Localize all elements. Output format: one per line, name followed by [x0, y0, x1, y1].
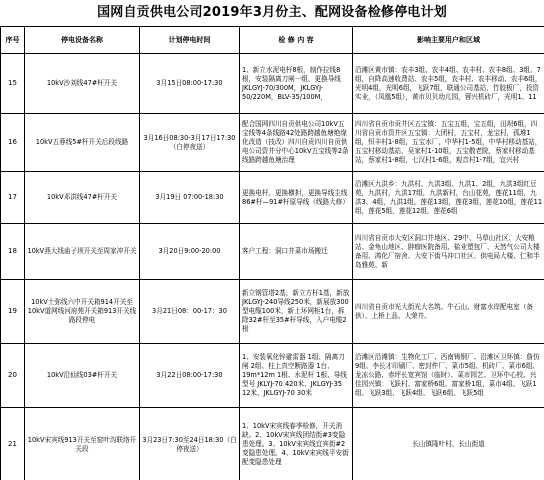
cell-area: 四川省自贡市光大街光大名筑、牛石山、财富水岸配电室（备供）、上桥上品、大荣井。: [353, 280, 544, 344]
cell-time: 3月20日9:00-20:00: [140, 224, 240, 280]
cell-area: 沿滩区黄市镇：农丰3组、农丰4组、农丰村、农丰8组、3组、7组，自降高速收费站、农丰5组，农丰村、农丰移动、农丰6组，光明4组，光明6组，飞跃7组，联通公司基站，竹胶板厂，投资实业，（凤凰5组），黄市贝贝幼儿园，蓉兴机砖厂，光明1、11: [353, 54, 544, 114]
header-seq: 序号: [1, 27, 25, 54]
table-row: [1, 54, 544, 114]
cell-equipment: 10kV沿仙线03#杆开关: [25, 344, 140, 408]
cell-area: 四川省自贡市大安区洞口井地区、29中、马草山社区、大安粮站、金龟山地区、肿瘤医院备用、盐业塑包厂、天然气公司大楼备用、鸿化厂宿舍、大安下街马冲口社区、供电局大楼、仁和半岛雅苑、新: [353, 224, 544, 280]
table-row: [1, 344, 544, 408]
cell-content: 1、新立水泥电杆8根，制作拉线8根，安装隔离刀闸一组，更换导线JKLGYJ-70/300M，JKLGYJ-50/220M，BLV-35/100M，: [240, 54, 353, 114]
cell-equipment: 10kV燕大线庙子坝开关至周家冲开关: [25, 224, 140, 280]
cell-seq: 20: [1, 344, 25, 408]
header-time: 计划停电时间: [140, 27, 240, 54]
cell-content: 更换电杆、更换横担，更换导线主线86#杆—91#杆原导线（线路大修）: [240, 172, 353, 224]
cell-seq: 16: [1, 114, 25, 172]
cell-time: 3月22日08:00-17:30: [140, 344, 240, 408]
cell-area: 四川省自贡市贡井区五宝镇：五宝五组，宝五组，田坝6组，四川省自贡市资井区五宝镇：大团村，五宝村，龙宝村，孤堆1组，恒丰村1-8组，五宝水厂，中华村1-5组，中华村移动基站，五宝村移动基站，吴家村1-10组，五宝敬老院，蔡家村移动基站，蔡家村1-8组，七汉村1-6组，观音村1-7组，宜兴村: [353, 114, 544, 172]
header-equipment: 停电设备名称: [25, 27, 140, 54]
cell-seq: 15: [1, 54, 25, 114]
cell-seq: 17: [1, 172, 25, 224]
cell-content: 新立钢管塔2基，新立方杆1基，新放JKLGYJ-240导线250米，新展放300型电缆100米，新上环网柜1台，拆除32#杆至35#杆导线，入户电缆2根: [240, 280, 353, 344]
table-header-row: [1, 27, 544, 54]
cell-equipment: 10kV邓洪线47#杆开关: [25, 172, 140, 224]
cell-seq: 18: [1, 224, 25, 280]
header-area: 影响主要用户和区域: [353, 27, 544, 54]
cell-content: 1、10kV宋宾线春季检修，开关消缺。2、10kV宋宾线团结街#3变隐患处理。3、10kV宋宾线宜宾街#2变隐患处理。4、10kV宋宾线平安街配变隐患处理: [240, 408, 353, 480]
table-row: [1, 280, 544, 344]
table-row: [1, 114, 544, 172]
table-row: [1, 224, 544, 280]
cell-area: 长山镇隆叶村、长山街道: [353, 408, 544, 480]
cell-time: 3月19日 07:00-18:30: [140, 172, 240, 224]
cell-equipment: 10kV土弥线六中开关箱914开关至10kV道网线河府苑开关箱913开关线路段停电: [25, 280, 140, 344]
cell-content: 客户工程：洞口井菜市场搬迁: [240, 224, 353, 280]
table-row: [1, 408, 544, 480]
cell-equipment: 10kV五蓉线5#杆开关后段线路: [25, 114, 140, 172]
outage-schedule-table: [0, 26, 544, 480]
cell-time: 3月16日08:30-3月17日17:30（白停夜送）: [140, 114, 240, 172]
table-row: [1, 172, 544, 224]
cell-seq: 21: [1, 408, 25, 480]
cell-time: 3月21日08：00-17：30: [140, 280, 240, 344]
header-content: 检 修 内 容: [240, 27, 353, 54]
cell-time: 3月15日08:00-17:30: [140, 54, 240, 114]
cell-equipment: 10kV宋宾线913开关至窑叶沟联络开关段: [25, 408, 140, 480]
cell-content: 配合国网四川自贡供电公司10kV五宝线等4条线路42处路跨越鱼塘绝缘化改造（技改）四川自贡四川自贡供电公司资井分中心10kV五宝线等2条线路跨越鱼塘治理: [240, 114, 353, 172]
cell-area: 沿滩区沿滩镇：生物化工厂、西南铸钢厂、沿滩区卫环镇：詹仿9组、李长才印刷厂、密封件厂、菜市5组、机砖厂、菜市6组、龙冻公路、赤坪长宽宾馆（临时）、菜市园艺、卫环中心校、兴佳园兴镇：飞跃村、富家桥6组、富家桥1组、菜市4组、飞跃1组、飞跃3组、飞跃4组、飞跃6组、飞跃5组: [353, 344, 544, 408]
document-title: 国网自贡供电公司2019年3月份主、配网设备检修停电计划: [97, 5, 447, 20]
cell-equipment: 10kV沙刘线47#杆开关: [25, 54, 140, 114]
cell-area: 沿滩区九洪乡：九洪村、九洪3组、九洪1、2组，九洪3组红豆苑，九洪村，九洪17组，九洪新村，台山花苑，莲花11组，九洪3、4组，九洪1组，莲花13组，莲花3组，莲花10组，莲花11组，莲花5组，莲花12组，莲花6组: [353, 172, 544, 224]
cell-time: 3月23日7:30至24日18:30（白停夜送）: [140, 408, 240, 480]
cell-content: 1、安装氧化锌避雷器 1组、隔离刀闸 2组、柱上真空断路器 1台、19m*12m 1根、水泥杆 1根、导线型号 JKLYJ-70 420米、JKLGYJ-35 12米、JKLGYJ-70 30米: [240, 344, 353, 408]
cell-seq: 19: [1, 280, 25, 344]
